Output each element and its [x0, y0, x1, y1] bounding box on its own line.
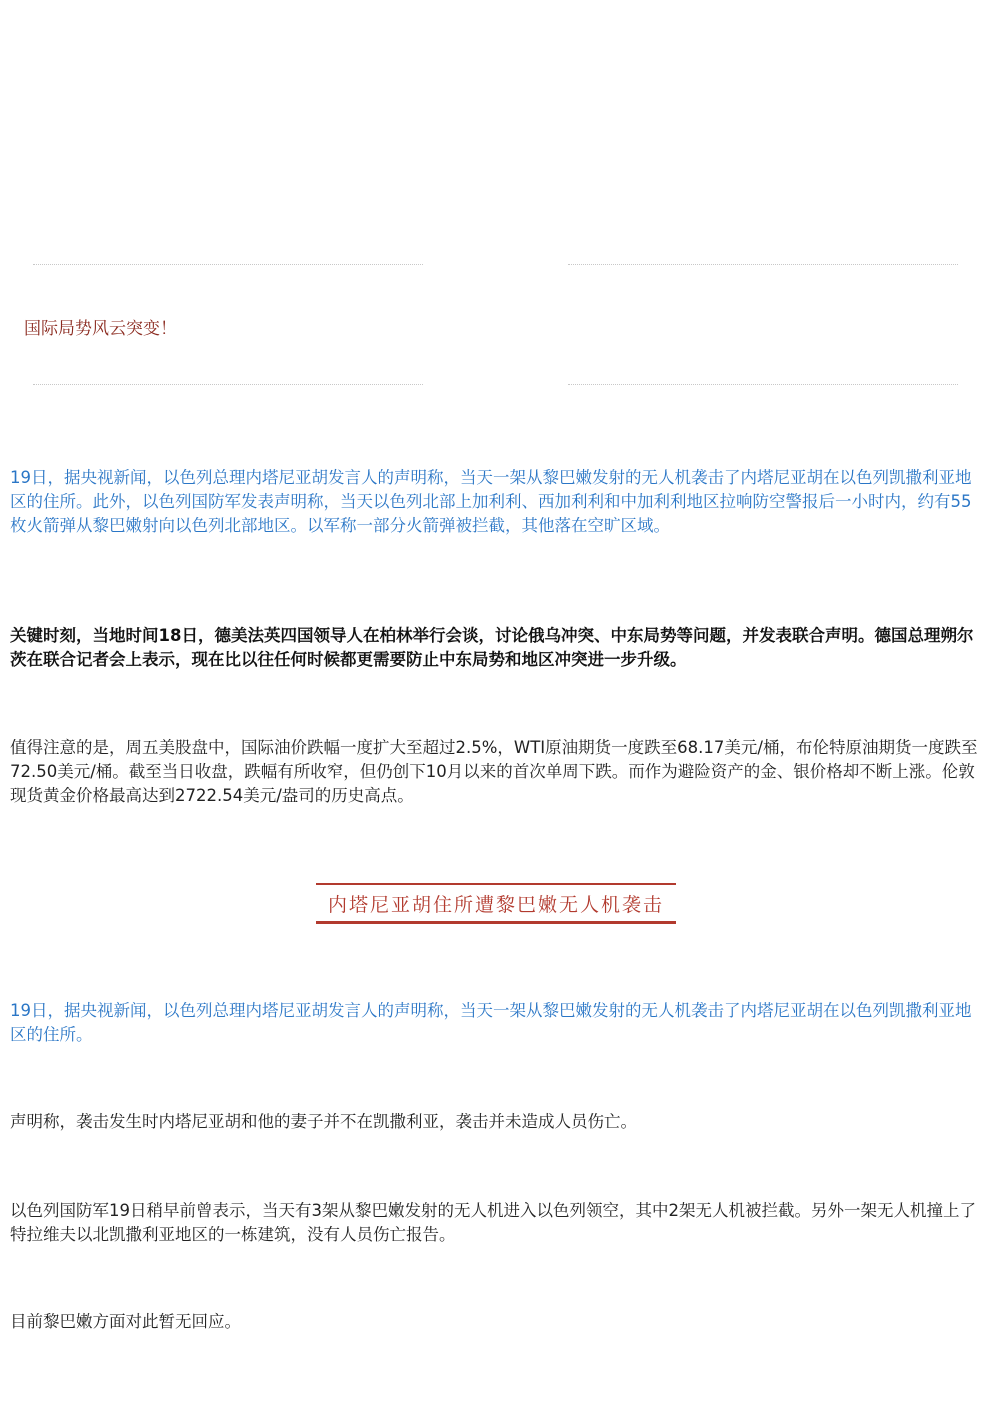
section-title: 国际局势风云突变！: [24, 319, 177, 339]
divider-top-right: [568, 264, 958, 265]
subheading-text: 内塔尼亚胡住所遭黎巴嫩无人机袭击: [327, 893, 664, 916]
paragraph-idf-statement: 以色列国防军19日稍早前曾表示，当天有3架从黎巴嫩发射的无人机进入以色列领空，其中2架无人机被拦截。另外一架无人机撞上了特拉维夫以北凯撒利亚地区的一栋建筑，没有人员伤亡报告。: [10, 1201, 976, 1244]
paragraph-oil-gold-prices: 值得注意的是，周五美股盘中，国际油价跌幅一度扩大至超过2.5%，WTI原油期货一度跌至68.17美元/桶，布伦特原油期货一度跌至72.50美元/桶。截至当日收盘，跌幅有所收窄，但仍创下10月以来的首次单周下跌。而作为避险资产的金、银价格却不断上涨。伦敦现货黄金价格最高达到2722.54美元/盎司的历史高点。: [10, 738, 978, 805]
paragraph-drone-attack-summary: 19日，据央视新闻，以色列总理内塔尼亚胡发言人的声明称，当天一架从黎巴嫩发射的无人机袭击了内塔尼亚胡在以色列凯撒利亚地区的住所。此外，以色列国防军发表声明称，当天以色列北部上加利利、西加利利和中加利利地区拉响防空警报后一小时内，约有55枚火箭弹从黎巴嫩射向以色列北部地区。以军称一部分火箭弹被拦截，其他落在空旷区域。: [10, 468, 972, 535]
paragraph-lebanon-response: 目前黎巴嫩方面对此暂无回应。: [10, 1312, 241, 1331]
subheading-box: [316, 883, 676, 924]
paragraph-no-casualties: 声明称，袭击发生时内塔尼亚胡和他的妻子并不在凯撒利亚，袭击并未造成人员伤亡。: [10, 1112, 637, 1131]
paragraph-residence-attack: 19日，据央视新闻，以色列总理内塔尼亚胡发言人的声明称，当天一架从黎巴嫩发射的无人机袭击了内塔尼亚胡在以色列凯撒利亚地区的住所。: [10, 1001, 972, 1044]
divider-bottom-right: [568, 384, 958, 385]
paragraph-berlin-talks: 关键时刻，当地时间18日，德美法英四国领导人在柏林举行会谈，讨论俄乌冲突、中东局势等问题，并发表联合声明。德国总理朔尔茨在联合记者会上表示，现在比以往任何时候都更需要防止中东局势和地区冲突进一步升级。: [10, 626, 974, 669]
divider-top-left: [33, 264, 423, 265]
divider-bottom-left: [33, 384, 423, 385]
